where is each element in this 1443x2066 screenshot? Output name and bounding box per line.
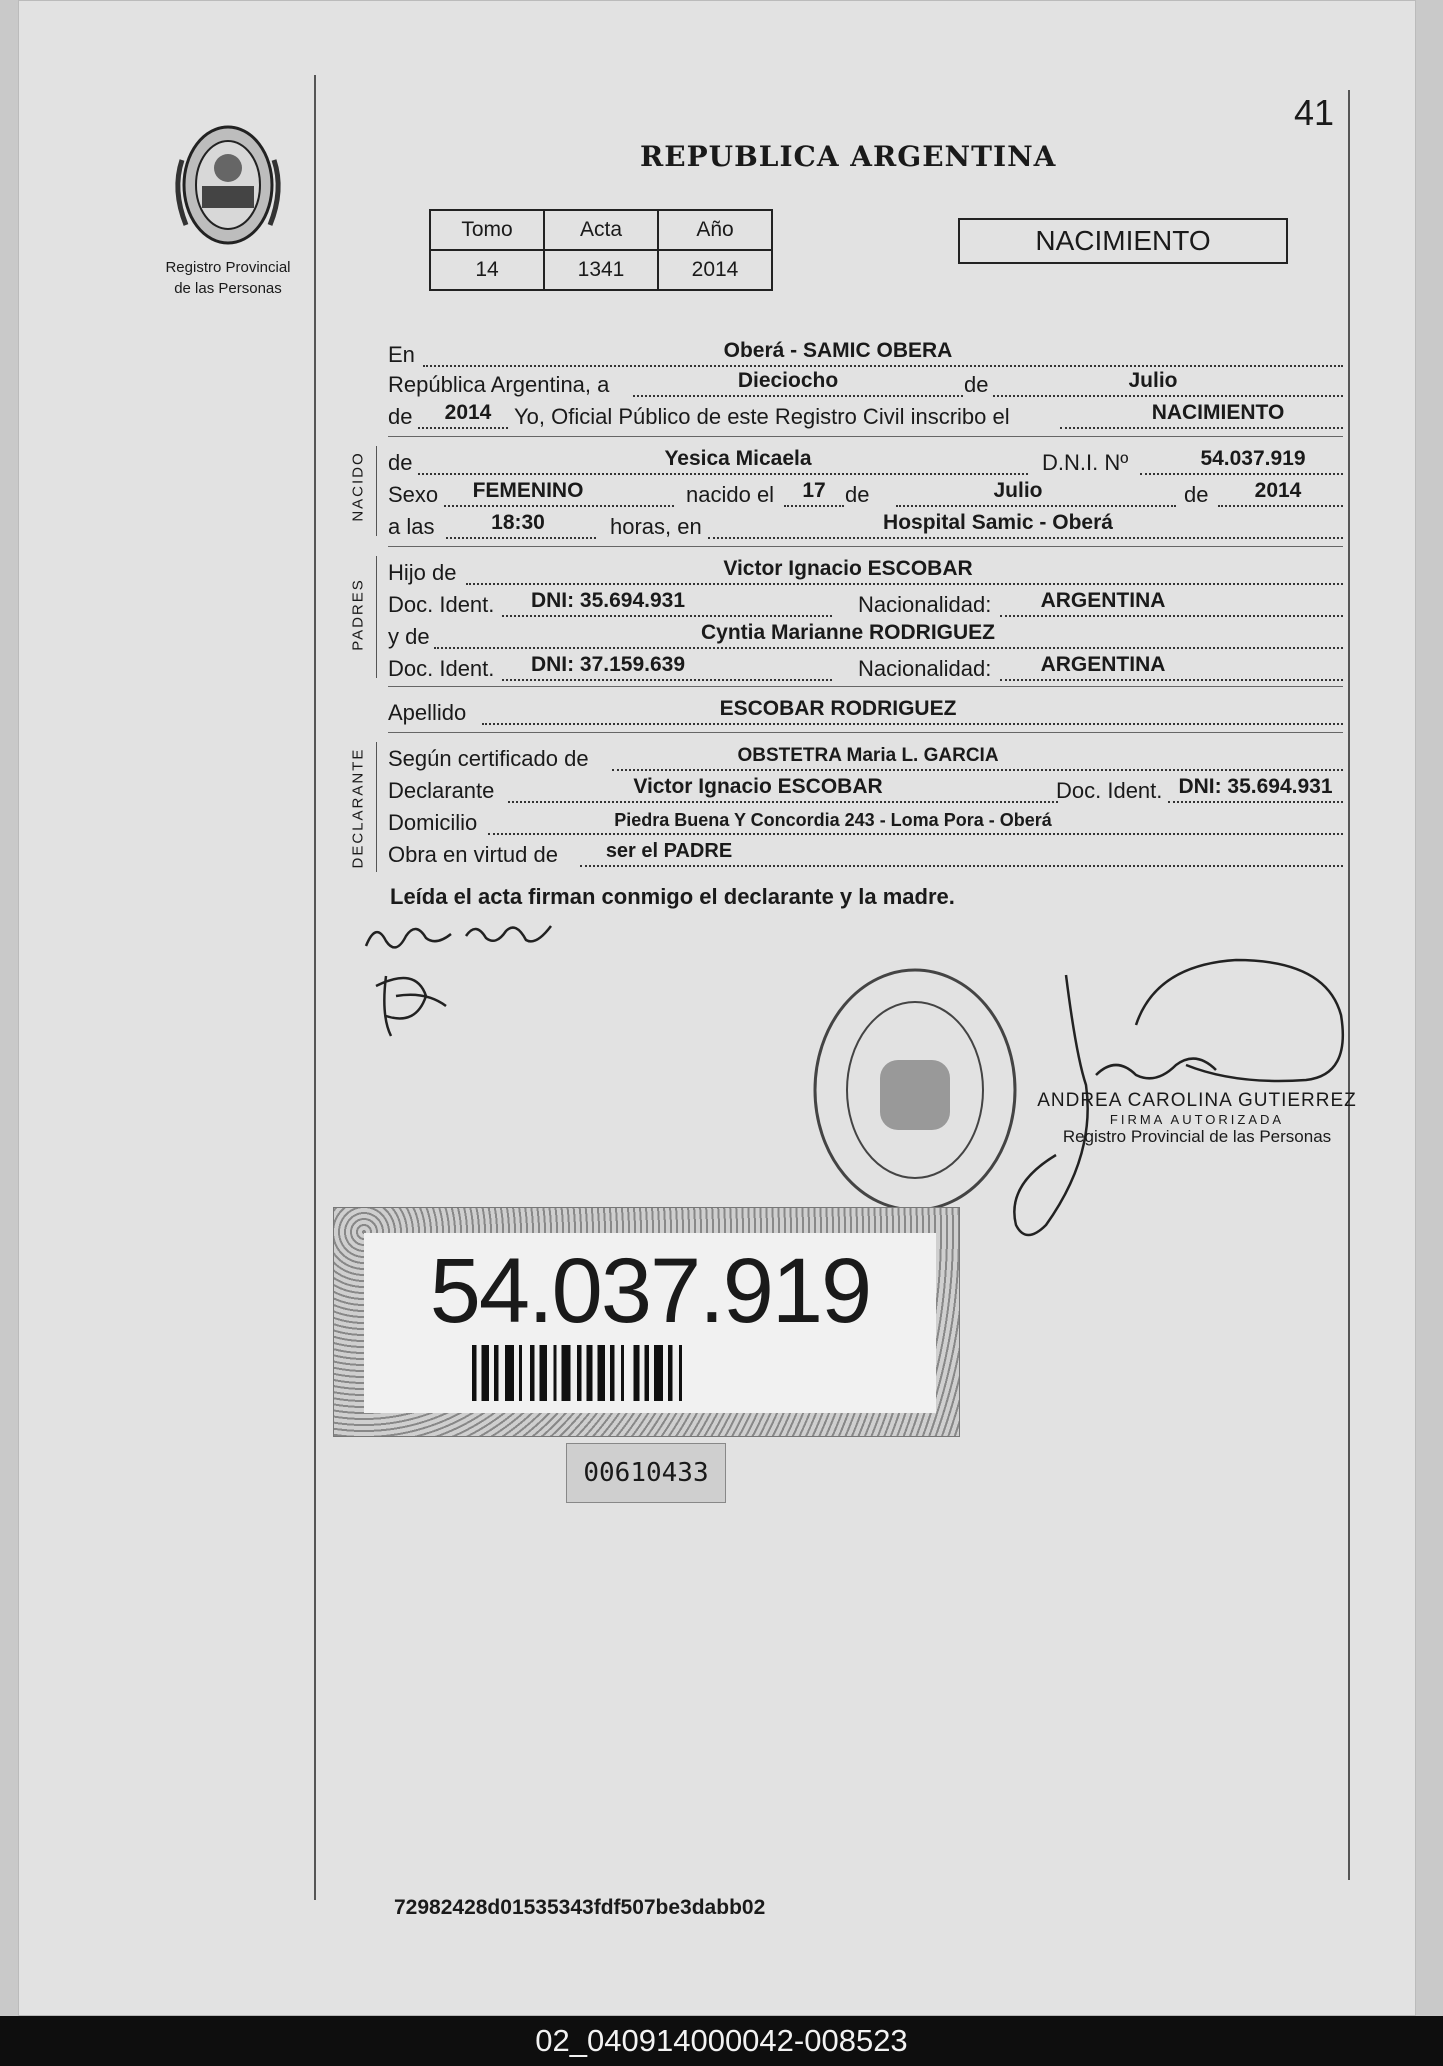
value-declarant-doc: DNI: 35.694.931	[1178, 775, 1333, 798]
label-doc-ident-declarant: Doc. Ident.	[1056, 778, 1163, 803]
value-birth-time: 18:30	[491, 511, 545, 534]
separator-1	[388, 436, 1343, 437]
logo-org-line1: Registro Provincial	[165, 259, 291, 276]
padres-bracket	[376, 556, 377, 678]
label-nacionalidad-mother: Nacionalidad:	[858, 656, 992, 681]
label-apellido: Apellido	[388, 700, 467, 725]
value-act-type: NACIMIENTO	[1151, 401, 1285, 424]
barcode-sticker	[333, 1207, 960, 1437]
value-place: Oberá - SAMIC OBERA	[723, 339, 953, 362]
record-table	[429, 209, 773, 291]
value-sex: FEMENINO	[472, 479, 584, 502]
label-nacionalidad-father: Nacionalidad:	[858, 592, 992, 617]
label-sexo: Sexo	[388, 482, 439, 507]
certificate-page	[18, 0, 1416, 2016]
value-capacity: ser el PADRE	[605, 840, 733, 862]
section-padres: PADRES	[349, 578, 367, 651]
row-date	[388, 370, 1343, 400]
value-father-nat: ARGENTINA	[1040, 589, 1166, 612]
label-yo: Yo, Oficial Público de este Registro Civil inscribo el	[514, 404, 1010, 429]
page-number: 41	[1294, 92, 1335, 133]
label-de-birth-month: de	[845, 482, 870, 507]
record-type-box: NACIMIENTO	[958, 218, 1288, 264]
nacido-bracket	[376, 446, 377, 536]
label-de-month: de	[964, 372, 989, 397]
row-address	[388, 808, 1343, 838]
header-anio: Año	[658, 210, 772, 250]
row-surname	[388, 698, 1343, 728]
label-y-de: y de	[388, 624, 430, 649]
value-father: Victor Ignacio ESCOBAR	[723, 557, 973, 580]
label-segun: Según certificado de	[388, 746, 589, 771]
row-father	[388, 558, 1343, 588]
official-name: ANDREA CAROLINA GUTIERREZ	[1037, 1090, 1357, 1111]
value-name: Yesica Micaela	[664, 447, 812, 470]
value-birth-place: Hospital Samic - Oberá	[883, 511, 1113, 534]
label-domicilio: Domicilio	[388, 810, 478, 835]
logo-org-line2: de las Personas	[174, 280, 282, 297]
label-republica: República Argentina, a	[388, 372, 610, 397]
value-anio: 2014	[658, 250, 772, 290]
province-logo	[150, 120, 306, 297]
left-margin-line	[314, 75, 316, 1900]
row-year	[388, 402, 1343, 432]
value-dni: 54.037.919	[1200, 447, 1306, 470]
value-tomo: 14	[430, 250, 544, 290]
file-id-bar: 02_040914000042-008523	[0, 2016, 1443, 2066]
value-day-text: Dieciocho	[737, 369, 839, 392]
value-mother-doc: DNI: 37.159.639	[530, 653, 686, 676]
row-name	[388, 448, 1343, 478]
value-birth-year: 2014	[1254, 479, 1302, 502]
value-year: 2014	[444, 401, 492, 424]
value-month: Julio	[1128, 369, 1178, 392]
official-org: Registro Provincial de las Personas	[1062, 1127, 1332, 1146]
separator-2	[388, 546, 1343, 547]
label-nacido-el: nacido el	[686, 482, 775, 507]
label-doc-ident-mother: Doc. Ident.	[388, 656, 495, 681]
label-doc-ident-father: Doc. Ident.	[388, 592, 495, 617]
row-mother	[388, 622, 1343, 652]
value-certificate: OBSTETRA Maria L. GARCIA	[737, 745, 999, 766]
declarant-signature	[356, 916, 596, 1046]
label-en: En	[388, 342, 415, 367]
country-title: REPUBLICA ARGENTINA	[640, 140, 1057, 173]
document-hash: 72982428d01535343fdf507be3dabb02	[394, 1896, 766, 1919]
value-acta: 1341	[544, 250, 658, 290]
label-declarante: Declarante	[388, 778, 495, 803]
header-acta: Acta	[544, 210, 658, 250]
label-hijo-de: Hijo de	[388, 560, 457, 585]
coat-of-arms-icon	[168, 120, 288, 250]
closing-statement: Leída el acta firman conmigo el declarante y la madre.	[390, 884, 955, 909]
value-address: Piedra Buena Y Concordia 243 - Loma Pora - Oberá	[614, 810, 1052, 830]
label-de-birth-year: de	[1184, 482, 1209, 507]
value-mother-nat: ARGENTINA	[1040, 653, 1166, 676]
separator-3	[388, 686, 1343, 687]
official-signature-block	[1032, 1090, 1362, 1147]
value-birth-month: Julio	[993, 479, 1043, 502]
separator-4	[388, 732, 1343, 733]
barcode-number: 54.037.919	[429, 1240, 871, 1342]
barcode-icon	[472, 1345, 832, 1401]
serial-label: 00610433	[566, 1443, 726, 1503]
row-certificate	[388, 744, 1343, 774]
row-declarant	[388, 776, 1343, 806]
row-birth-place	[388, 512, 1343, 542]
label-a-las: a las	[388, 514, 435, 539]
value-father-doc: DNI: 35.694.931	[530, 589, 686, 612]
header-tomo: Tomo	[430, 210, 544, 250]
section-nacido: NACIDO	[349, 451, 367, 522]
row-father-doc	[388, 590, 1343, 620]
row-place	[388, 340, 1343, 370]
value-declarant: Victor Ignacio ESCOBAR	[633, 775, 883, 798]
label-dni: D.N.I. Nº	[1042, 450, 1129, 475]
section-declarante: DECLARANTE	[349, 747, 367, 869]
label-de-name: de	[388, 450, 413, 475]
value-birth-day: 17	[802, 479, 826, 502]
declarante-bracket	[376, 742, 377, 872]
official-role: FIRMA AUTORIZADA	[1109, 1112, 1285, 1127]
label-de-year: de	[388, 404, 413, 429]
value-surname: ESCOBAR RODRIGUEZ	[719, 697, 957, 720]
value-mother: Cyntia Marianne RODRIGUEZ	[700, 621, 996, 644]
label-horas-en: horas, en	[610, 514, 702, 539]
label-obra: Obra en virtud de	[388, 842, 558, 867]
row-capacity	[388, 840, 1343, 870]
row-mother-doc	[388, 654, 1343, 684]
registry-stamp	[810, 965, 1020, 1215]
row-sex	[388, 480, 1343, 510]
